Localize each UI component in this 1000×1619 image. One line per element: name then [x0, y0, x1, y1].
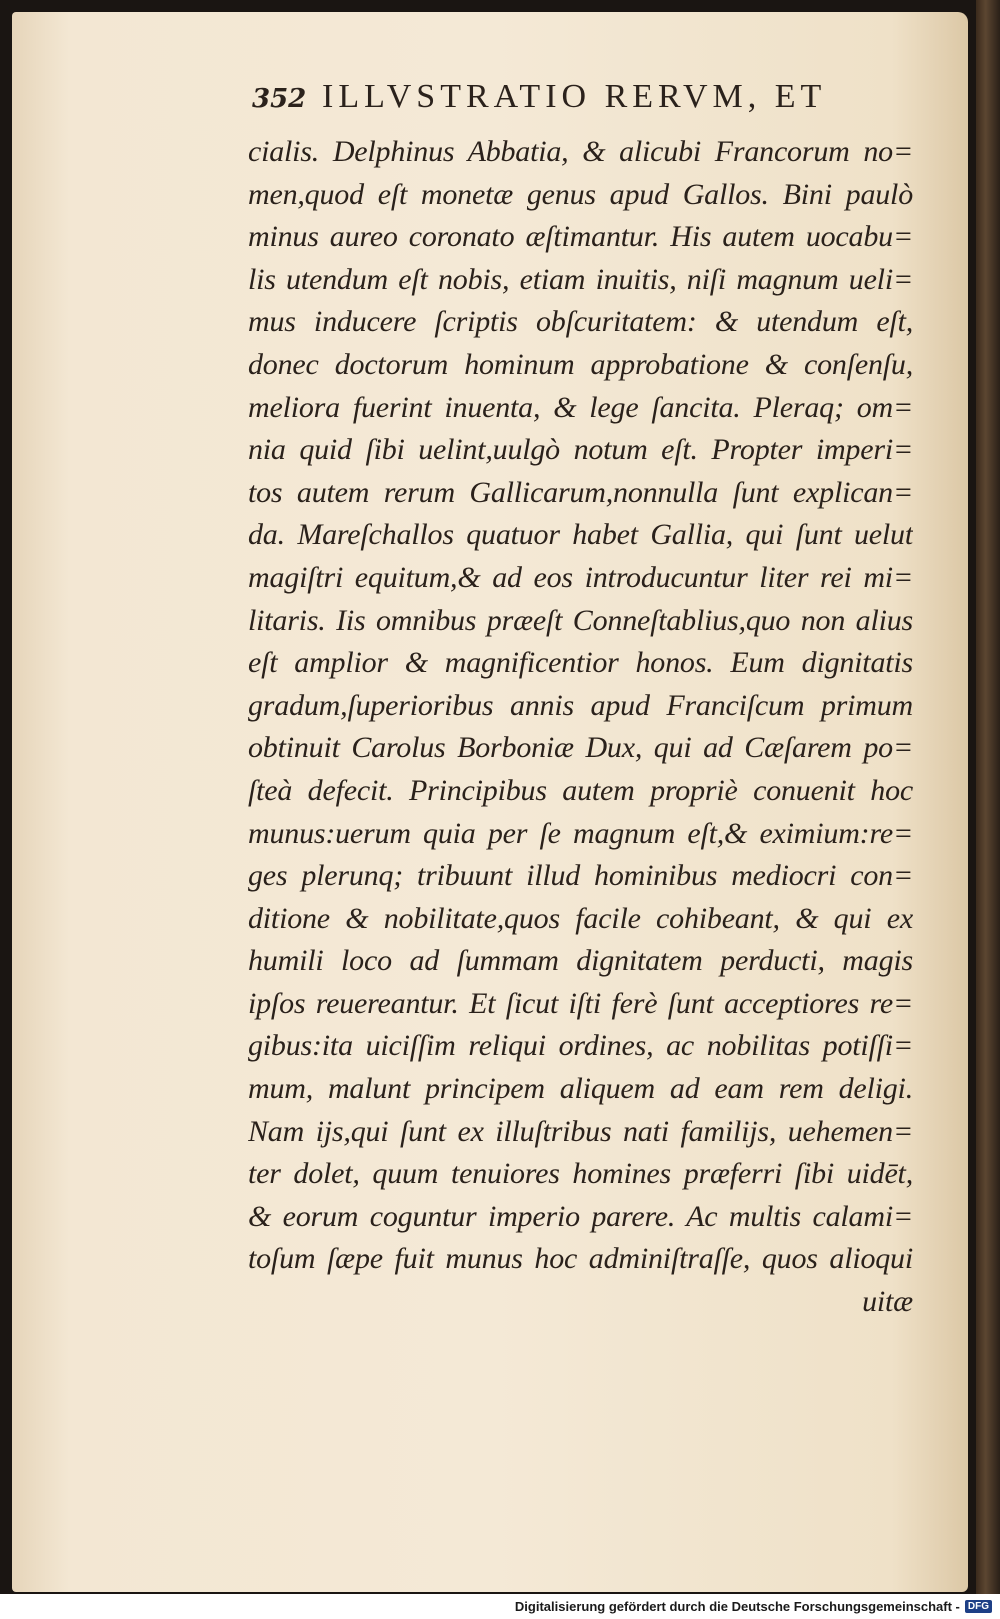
body-text	[248, 131, 913, 1324]
text-line: eſt amplior & magnificentior honos. Eum dignitatis	[248, 646, 913, 680]
text-line: magiſtri equitum,& ad eos introducuntur liter rei mi=	[248, 560, 913, 594]
text-line: ipſos reuereantur. Et ſicut iſti ferè ſunt acceptiores re=	[248, 986, 913, 1020]
book-gutter	[976, 0, 1000, 1594]
text-line: da. Mareſchallos quatuor habet Gallia, qui ſunt uelut	[248, 518, 913, 552]
digitization-footer	[0, 1594, 1000, 1619]
text-line: men,quod eſt monetæ genus apud Gallos. Bini paulò	[248, 177, 913, 211]
text-line: gibus:ita uiciſſim reliqui ordines, ac nobilitas potiſſi=	[248, 1029, 913, 1063]
text-line: gradum,ſuperioribus annis apud Franciſcum primum	[248, 688, 913, 722]
text-line: ter dolet, quum tenuiores homines præferri ſibi uidēt,	[248, 1157, 913, 1191]
text-line: donec doctorum hominum approbatione & conſenſu,	[248, 347, 913, 381]
running-head	[252, 78, 872, 128]
text-line: Nam ijs,qui ſunt ex illuſtribus nati familijs, uehemen=	[248, 1114, 913, 1148]
text-line: & eorum coguntur imperio parere. Ac multis calami=	[248, 1199, 913, 1233]
page-number: 352	[252, 84, 307, 114]
dfg-logo: DFG	[965, 1600, 992, 1613]
text-line: munus:uerum quia per ſe magnum eſt,& eximium:re=	[248, 816, 913, 850]
text-line: humili loco ad ſummam dignitatem perducti, magis	[248, 944, 913, 978]
text-line: nia quid ſibi uelint,uulgò notum eſt. Propter imperi=	[248, 433, 913, 467]
text-line: cialis. Delphinus Abbatia, & alicubi Francorum no=	[248, 135, 913, 168]
text-line: mus inducere ſcriptis obſcuritatem: & utendum eſt,	[248, 305, 913, 339]
text-line: toſum ſæpe fuit munus hoc adminiſtraſſe, quos alioqui	[248, 1242, 913, 1276]
running-title: ILLVSTRATIO RERVM, ET	[322, 78, 827, 115]
text-line: ges plerunq; tribuunt illud hominibus mediocri con=	[248, 859, 913, 893]
text-line: meliora fuerint inuenta, & lege ſancita. Pleraq; om=	[248, 390, 913, 424]
text-line: litaris. Iis omnibus præeſt Conneſtablius,quo non alius	[248, 603, 913, 637]
text-line: ditione & nobilitate,quos facile cohibeant, & qui ex	[248, 901, 913, 935]
text-line: ſteà defecit. Principibus autem propriè conuenit hoc	[248, 773, 913, 807]
footer-credit: Digitalisierung gefördert durch die Deutsche Forschungsgemeinschaft -	[514, 1599, 960, 1614]
text-line: lis utendum eſt nobis, etiam inuitis, niſi magnum ueli=	[248, 262, 913, 296]
text-line: obtinuit Carolus Borboniæ Dux, qui ad Cæſarem po=	[248, 731, 913, 765]
catchword: uitæ	[862, 1285, 913, 1319]
text-line: minus aureo coronato æſtimantur. His autem uocabu=	[248, 220, 913, 254]
text-line: tos autem rerum Gallicarum,nonnulla ſunt explican=	[248, 475, 913, 509]
text-line: mum, malunt principem aliquem ad eam rem deligi.	[248, 1072, 913, 1106]
